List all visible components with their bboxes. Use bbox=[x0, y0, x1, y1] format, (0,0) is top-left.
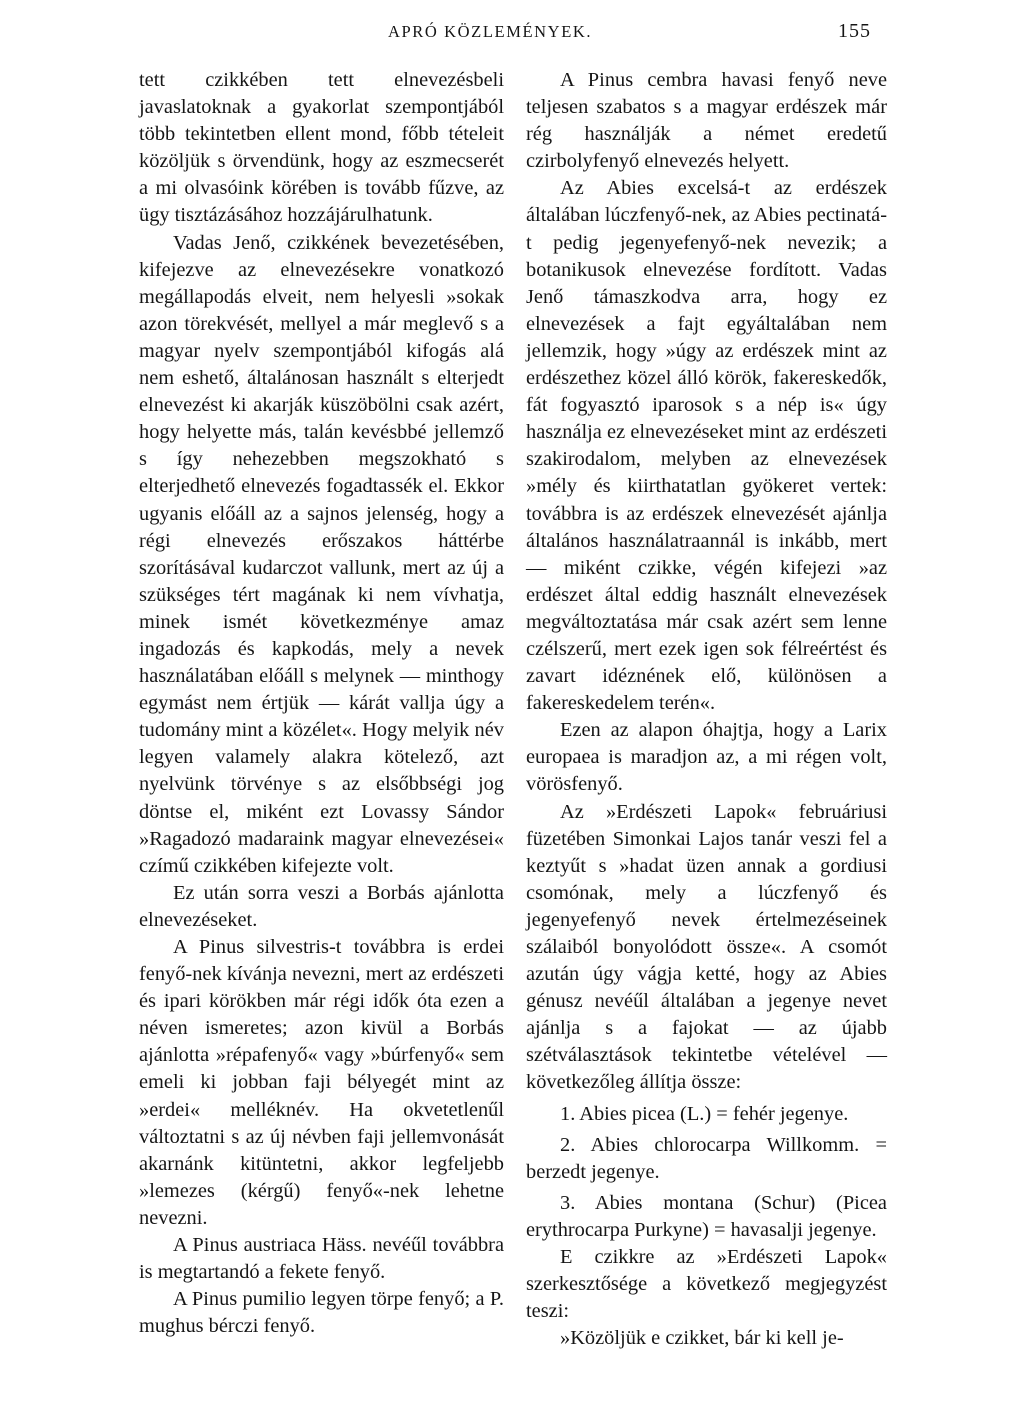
paragraph: tett czikkében tett elnevezésbeli javaslatoknak a gyakorlat szempontjából több tekintetben ellent mond, főbb tételeit közöljük s örvendünk, hogy az eszmecserét a mi olvasóink körében is tovább fűzve, az ügy tisztázásához hozzájárulhatunk. bbox=[139, 69, 504, 227]
running-head: APRÓ KÖZLEMÉNYEK. bbox=[388, 22, 593, 41]
paragraph: »Közöljük e czikket, bár ki kell je- bbox=[560, 1327, 844, 1350]
paragraph: Ez után sorra veszi a Borbás ajánlotta elnevezéseket. bbox=[139, 881, 504, 931]
right-column bbox=[526, 67, 887, 1352]
list-item: 1. Abies picea (L.) = fehér jegenye. bbox=[560, 1102, 849, 1125]
paragraph: A Pinus silvestris-t továbbra is erdei fenyő-nek kívánja nevezni, mert az erdészeti és ipari körökben már régi idők óta ezen a néven ismeretes; azon kivül a Borbás ajánlotta »répafenyő« vagy »búrfenyő« sem emeli ki jobban faji bélyegét mint az »erdei« melléknév. Ha okvetetlenűl változtatni s az új névben faji jellemvonását akarnánk kitüntetni, akkor legfeljebb »lemezes (kérgű) fenyő«-nek lehetne nevezni. bbox=[139, 936, 504, 1229]
page-number: 155 bbox=[838, 20, 871, 42]
paragraph: Az Abies excelsá-t az erdészek általában lúczfenyő-nek, az Abies pectinatá-t pedig jegenyefenyő-nek nevezik; a botanikusok elnevezése fordított. Vadas Jenő támaszkodva arra, hogy ez elnevezések a fajt egyáltalában nem jellemzik, hogy »úgy az erdészek mint az erdészethez közel álló körök, fakereskedők, fát fogyasztó iparosok s a nép is« úgy használja ez elnevezéseket mint az erdészeti szakirodalom, melyben az elnevezések »mély és kiirthatatlan gyökeret vertek: továbbra is az erdészek elnevezését ajánlja általános használatraannál is inkább, mert — miként czikke, végén kifejezi »az erdészet által eddig használt elnevezések megváltoztatása már csak azért sem lenne czélszerű, mert ezek igen sok félreértést és zavart idéznének elő, különösen a fakereskedelem terén«. bbox=[526, 177, 887, 715]
paragraph: Az »Erdészeti Lapok« februáriusi füzetében Simonkai Lajos tanár veszi fel a keztyűt s »hadat üzen annak a gordiusi csomónak, mely a lúczfenyő és jegenyefenyő nevek értelmezéseinek szálaiból bonyolódott össze«. A csomót azután úgy vágja ketté, hogy az Abies génusz nevéűl általában a jegenye nevet ajánlja s a fajokat — az újabb szétválasztások tekintetbe vételével — következőleg állítja össze: bbox=[526, 800, 887, 1094]
paragraph: Vadas Jenő, czikkének bevezetésében, kifejezve az elnevezésekre vonatkozó megállapodás elveit, nem helyesli »sokak azon törekvését, mellyel a már meglevő s a magyar nyelv szempontjából kifogás alá nem eshető, általánosan használt s elterjedt elnevezést ki akarják küszöbölni csak azért, hogy helyette más, talán kevésbbé jellemző s így nehezebben megszokható s elterjedhető elnevezés fogadtassék el. Ekkor ugyanis előáll az a sajnos jelenség, hogy a régi elnevezés erőszakos háttérbe szorításával kudarczot vallunk, mert az új a szükséges tért magának ki nem vívhatja, minek ismét következménye amaz ingadozás és kapkodás, mely a nevek használatában előáll s melynek — minthogy egymást nem értjük — kárát vallja úgy a tudomány mint a közélet«. Hogy melyik név legyen valamely alakra kötelező, azt nyelvünk törvénye s az elsőbbségi jog döntse el, miként ezt Lovassy Sándor »Ragadozó madaraink magyar elnevezései« czímű czikkében kifejezte volt. bbox=[139, 231, 504, 877]
paragraph: A Pinus pumilio legyen törpe fenyő; a P. mughus bérczi fenyő. bbox=[139, 1288, 504, 1338]
paragraph: A Pinus cembra havasi fenyő neve teljesen szabatos s a magyar erdészek már rég használják a német eredetű czirbolyfenyő elnevezés helyett. bbox=[526, 69, 887, 173]
paragraph: Ezen az alapon óhajtja, hogy a Larix europaea is maradjon az, a mi régen volt, vörösfenyő. bbox=[526, 719, 887, 796]
list-item: 3. Abies montana (Schur) (Picea erythrocarpa Purkyne) = havasalji jegenye. bbox=[526, 1191, 887, 1241]
paragraph: A Pinus austriaca Häss. nevéűl továbbra is megtartandó a fekete fenyő. bbox=[139, 1234, 504, 1284]
list-item: 2. Abies chlorocarpa Willkomm. = berzedt jegenye. bbox=[526, 1133, 887, 1183]
paragraph: E czikkre az »Erdészeti Lapok« szerkesztősége a következő megjegyzést teszi: bbox=[526, 1246, 887, 1323]
left-column bbox=[139, 67, 504, 1340]
column-divider bbox=[514, 62, 515, 1312]
